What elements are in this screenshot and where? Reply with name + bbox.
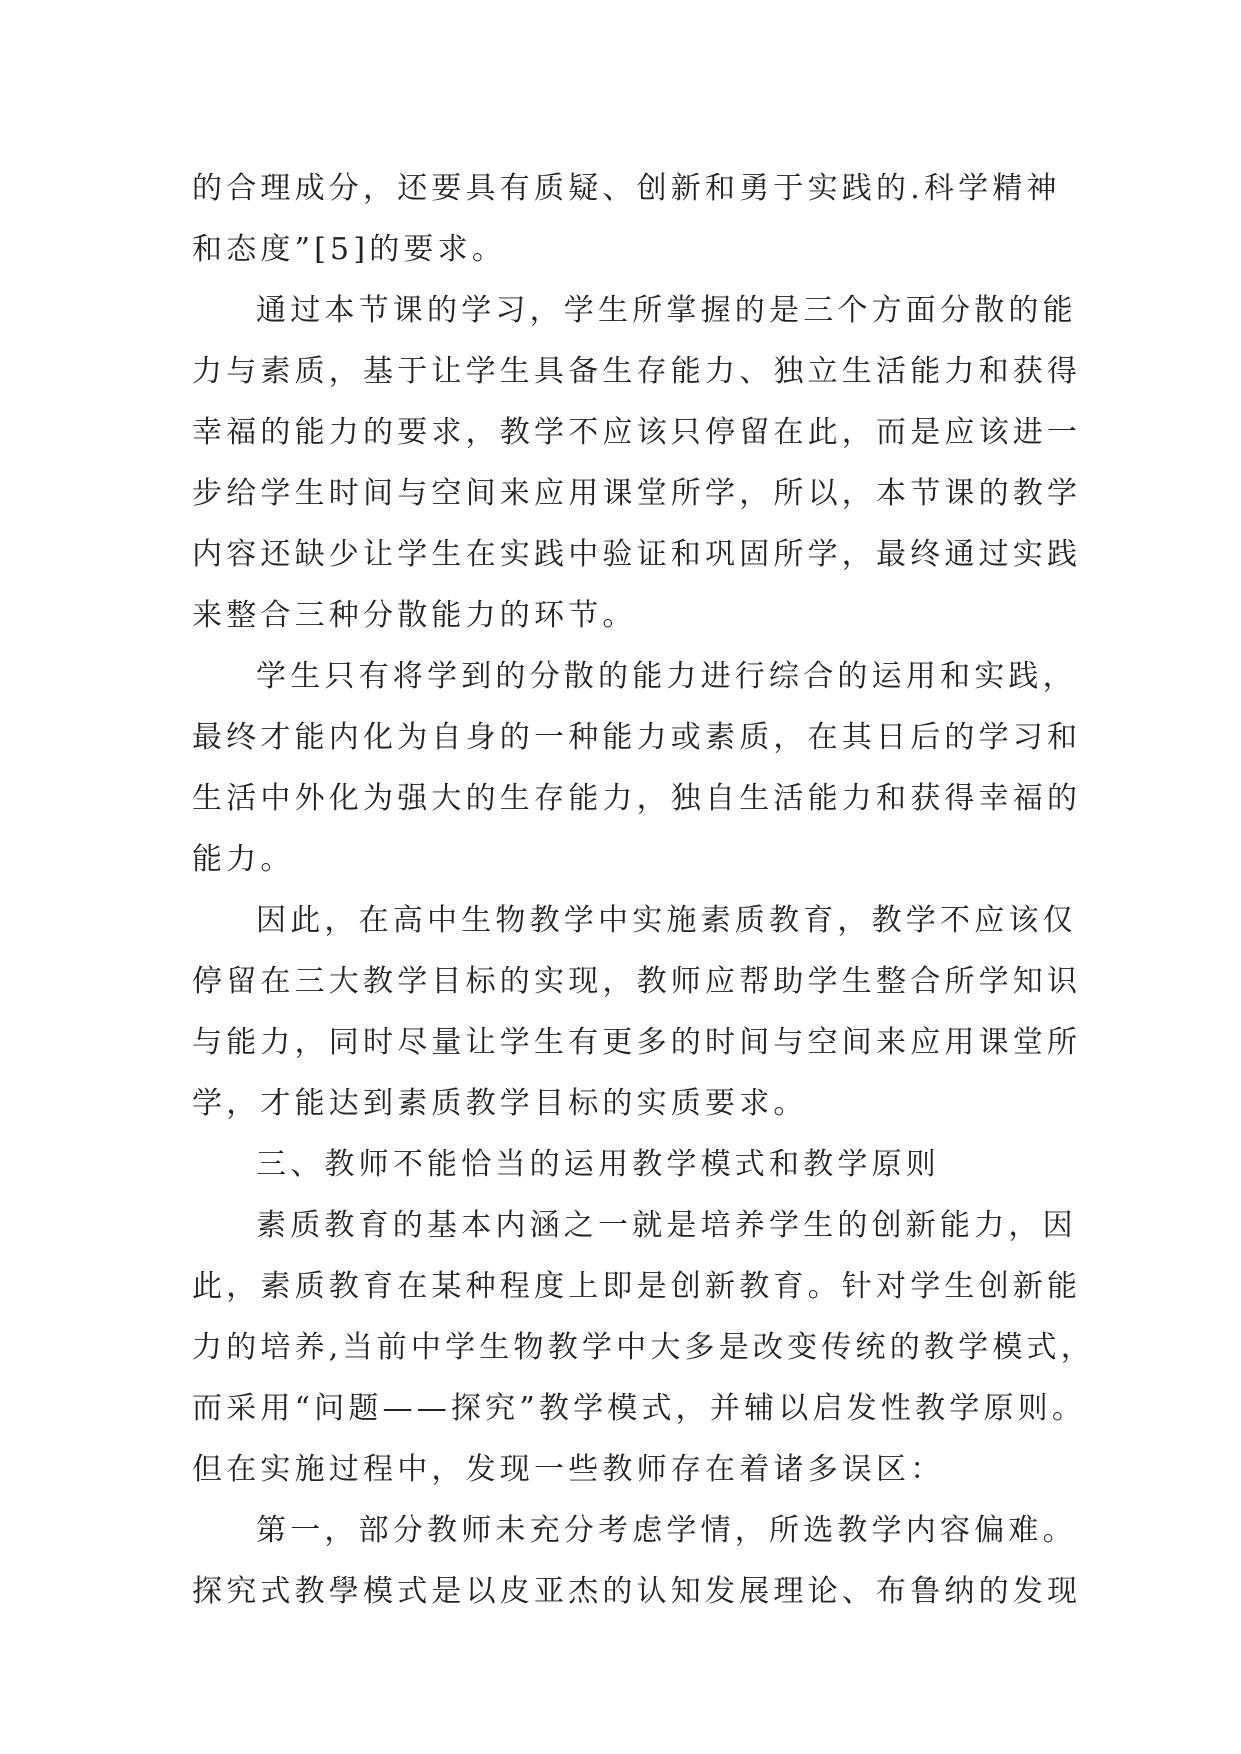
text-line: 最终才能内化为自身的一种能力或素质，在其日后的学习和 [192,720,1082,755]
text-line: 与能力，同时尽量让学生有更多的时间与空间来应用课堂所 [192,1025,1082,1060]
text-line: 此，素质教育在某种程度上即是创新教育。针对学生创新能 [192,1269,1082,1304]
text-line: 因此，在高中生物教学中实施素质教育，教学不应该仅 [256,903,1077,938]
text-line: 幸福的能力的要求，教学不应该只停留在此，而是应该进一 [192,415,1082,450]
text-line: 通过本节课的学习，学生所掌握的是三个方面分散的能 [256,293,1077,328]
text-line: 能力。 [192,842,295,877]
text-line: 内容还缺少让学生在实践中验证和巩固所学，最终通过实践 [192,537,1082,572]
text-line: 来整合三种分散能力的环节。 [192,598,637,633]
text-line: 第一，部分教师未充分考虑学情，所选教学内容偏难。 [256,1513,1077,1548]
text-line: 学生只有将学到的分散的能力进行综合的运用和实践， [256,659,1077,694]
text-line: 学，才能达到素质教学目标的实质要求。 [192,1086,808,1121]
document-body [192,158,1095,1622]
text-line: 素质教育的基本内涵之一就是培养学生的创新能力，因 [256,1208,1077,1243]
text-line: 生活中外化为强大的生存能力，独自生活能力和获得幸福的 [192,781,1082,816]
text-line: 的合理成分，还要具有质疑、创新和勇于实践的.科学精神 [192,171,1061,206]
text-line: 探究式教學模式是以皮亚杰的认知发展理论、布鲁纳的发现 [192,1574,1082,1609]
text-line: 力的培养,当前中学生物教学中大多是改变传统的教学模式， [192,1330,1095,1365]
text-line: 停留在三大教学目标的实现，教师应帮助学生整合所学知识 [192,964,1082,999]
text-line: 而采用“问题——探究”教学模式，并辅以启发性教学原则。 [192,1391,1087,1426]
text-line: 和态度”[5]的要求。 [192,232,507,267]
text-line: 但在实施过程中，发现一些教师存在着诸多误区： [192,1452,945,1487]
text-line: 步给学生时间与空间来应用课堂所学，所以，本节课的教学 [192,476,1082,511]
text-line: 三、教师不能恰当的运用教学模式和教学原则 [256,1147,940,1182]
text-line: 力与素质，基于让学生具备生存能力、独立生活能力和获得 [192,354,1082,389]
